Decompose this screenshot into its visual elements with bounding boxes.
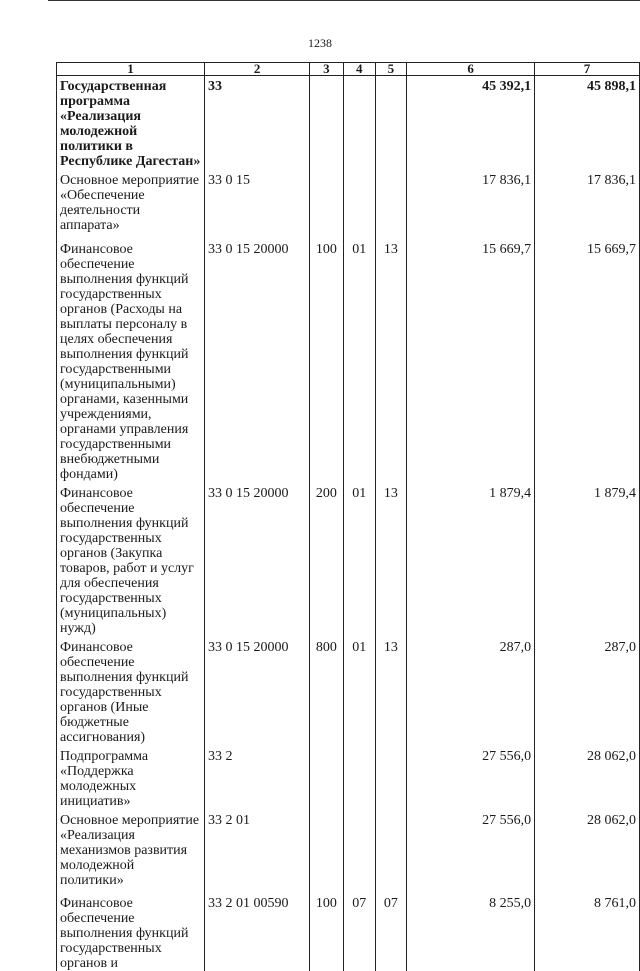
row-name: Подпрограмма «Поддержка молодежных инициатив»	[57, 745, 205, 809]
row-code: 33 2	[205, 745, 310, 809]
row-sum-2: 15 669,7	[535, 238, 640, 482]
row-name: Финансовое обеспечение выполнения функций государственных органов (Расходы на выплаты персоналу в целях обеспечения выполнения функций государственными (муниципальными) органами, казенными учреждениями, органами управления государственными внебюджетными фондами)	[57, 238, 205, 482]
row-code: 33 2 01	[205, 809, 310, 892]
row-name: Финансовое обеспечение выполнения функций государственных органов (Иные бюджетные ассигнования)	[57, 636, 205, 745]
row-vr	[310, 745, 344, 809]
row-vr: 100	[310, 892, 344, 971]
row-pr	[375, 76, 406, 170]
row-rz	[343, 809, 375, 892]
row-sum-2: 1 879,4	[535, 482, 640, 636]
row-vr	[310, 809, 344, 892]
table-row	[57, 76, 640, 170]
table-row	[57, 745, 640, 809]
row-pr	[375, 809, 406, 892]
row-vr: 200	[310, 482, 344, 636]
row-sum-2: 28 062,0	[535, 809, 640, 892]
row-rz: 01	[343, 636, 375, 745]
row-name: Основное мероприятие «Обеспечение деятельности аппарата»	[57, 169, 205, 238]
row-pr	[375, 169, 406, 238]
table-row	[57, 636, 640, 745]
table-row	[57, 238, 640, 482]
header-col-3: 3	[310, 63, 344, 76]
header-col-4: 4	[343, 63, 375, 76]
row-sum-2: 17 836,1	[535, 169, 640, 238]
header-col-7: 7	[535, 63, 640, 76]
row-sum-1: 15 669,7	[407, 238, 535, 482]
row-vr	[310, 76, 344, 170]
row-sum-1: 8 255,0	[407, 892, 535, 971]
row-vr: 100	[310, 238, 344, 482]
header-col-5: 5	[375, 63, 406, 76]
row-code: 33 0 15	[205, 169, 310, 238]
row-pr: 13	[375, 238, 406, 482]
row-vr	[310, 169, 344, 238]
row-sum-1: 17 836,1	[407, 169, 535, 238]
table-row	[57, 892, 640, 971]
budget-table	[56, 62, 640, 971]
header-col-1: 1	[57, 63, 205, 76]
row-name: Основное мероприятие «Реализация механизмов развития молодежной политики»	[57, 809, 205, 892]
row-vr: 800	[310, 636, 344, 745]
row-pr: 13	[375, 482, 406, 636]
row-name: Финансовое обеспечение выполнения функций государственных органов и	[57, 892, 205, 971]
row-rz: 01	[343, 482, 375, 636]
header-col-6: 6	[407, 63, 535, 76]
row-rz: 07	[343, 892, 375, 971]
row-rz: 01	[343, 238, 375, 482]
top-rule	[48, 0, 640, 1]
row-rz	[343, 745, 375, 809]
row-rz	[343, 169, 375, 238]
row-code: 33 0 15 20000	[205, 482, 310, 636]
row-pr: 07	[375, 892, 406, 971]
table-row	[57, 809, 640, 892]
row-sum-1: 27 556,0	[407, 745, 535, 809]
header-row	[57, 63, 640, 76]
row-sum-2: 287,0	[535, 636, 640, 745]
row-code: 33 0 15 20000	[205, 636, 310, 745]
page-number: 1238	[308, 36, 332, 50]
row-sum-1: 27 556,0	[407, 809, 535, 892]
row-rz	[343, 76, 375, 170]
header-col-2: 2	[205, 63, 310, 76]
row-pr: 13	[375, 636, 406, 745]
row-name: Государственная программа «Реализация молодежной политики в Республике Дагестан»	[57, 76, 205, 170]
row-pr	[375, 745, 406, 809]
row-sum-2: 45 898,1	[535, 76, 640, 170]
row-code: 33	[205, 76, 310, 170]
row-sum-1: 287,0	[407, 636, 535, 745]
row-name: Финансовое обеспечение выполнения функций государственных органов (Закупка товаров, работ и услуг для обеспечения государственных (муниципальных) нужд)	[57, 482, 205, 636]
table-row	[57, 482, 640, 636]
row-sum-2: 28 062,0	[535, 745, 640, 809]
table-row	[57, 169, 640, 238]
row-sum-1: 45 392,1	[407, 76, 535, 170]
row-sum-1: 1 879,4	[407, 482, 535, 636]
row-sum-2: 8 761,0	[535, 892, 640, 971]
row-code: 33 0 15 20000	[205, 238, 310, 482]
row-code: 33 2 01 00590	[205, 892, 310, 971]
